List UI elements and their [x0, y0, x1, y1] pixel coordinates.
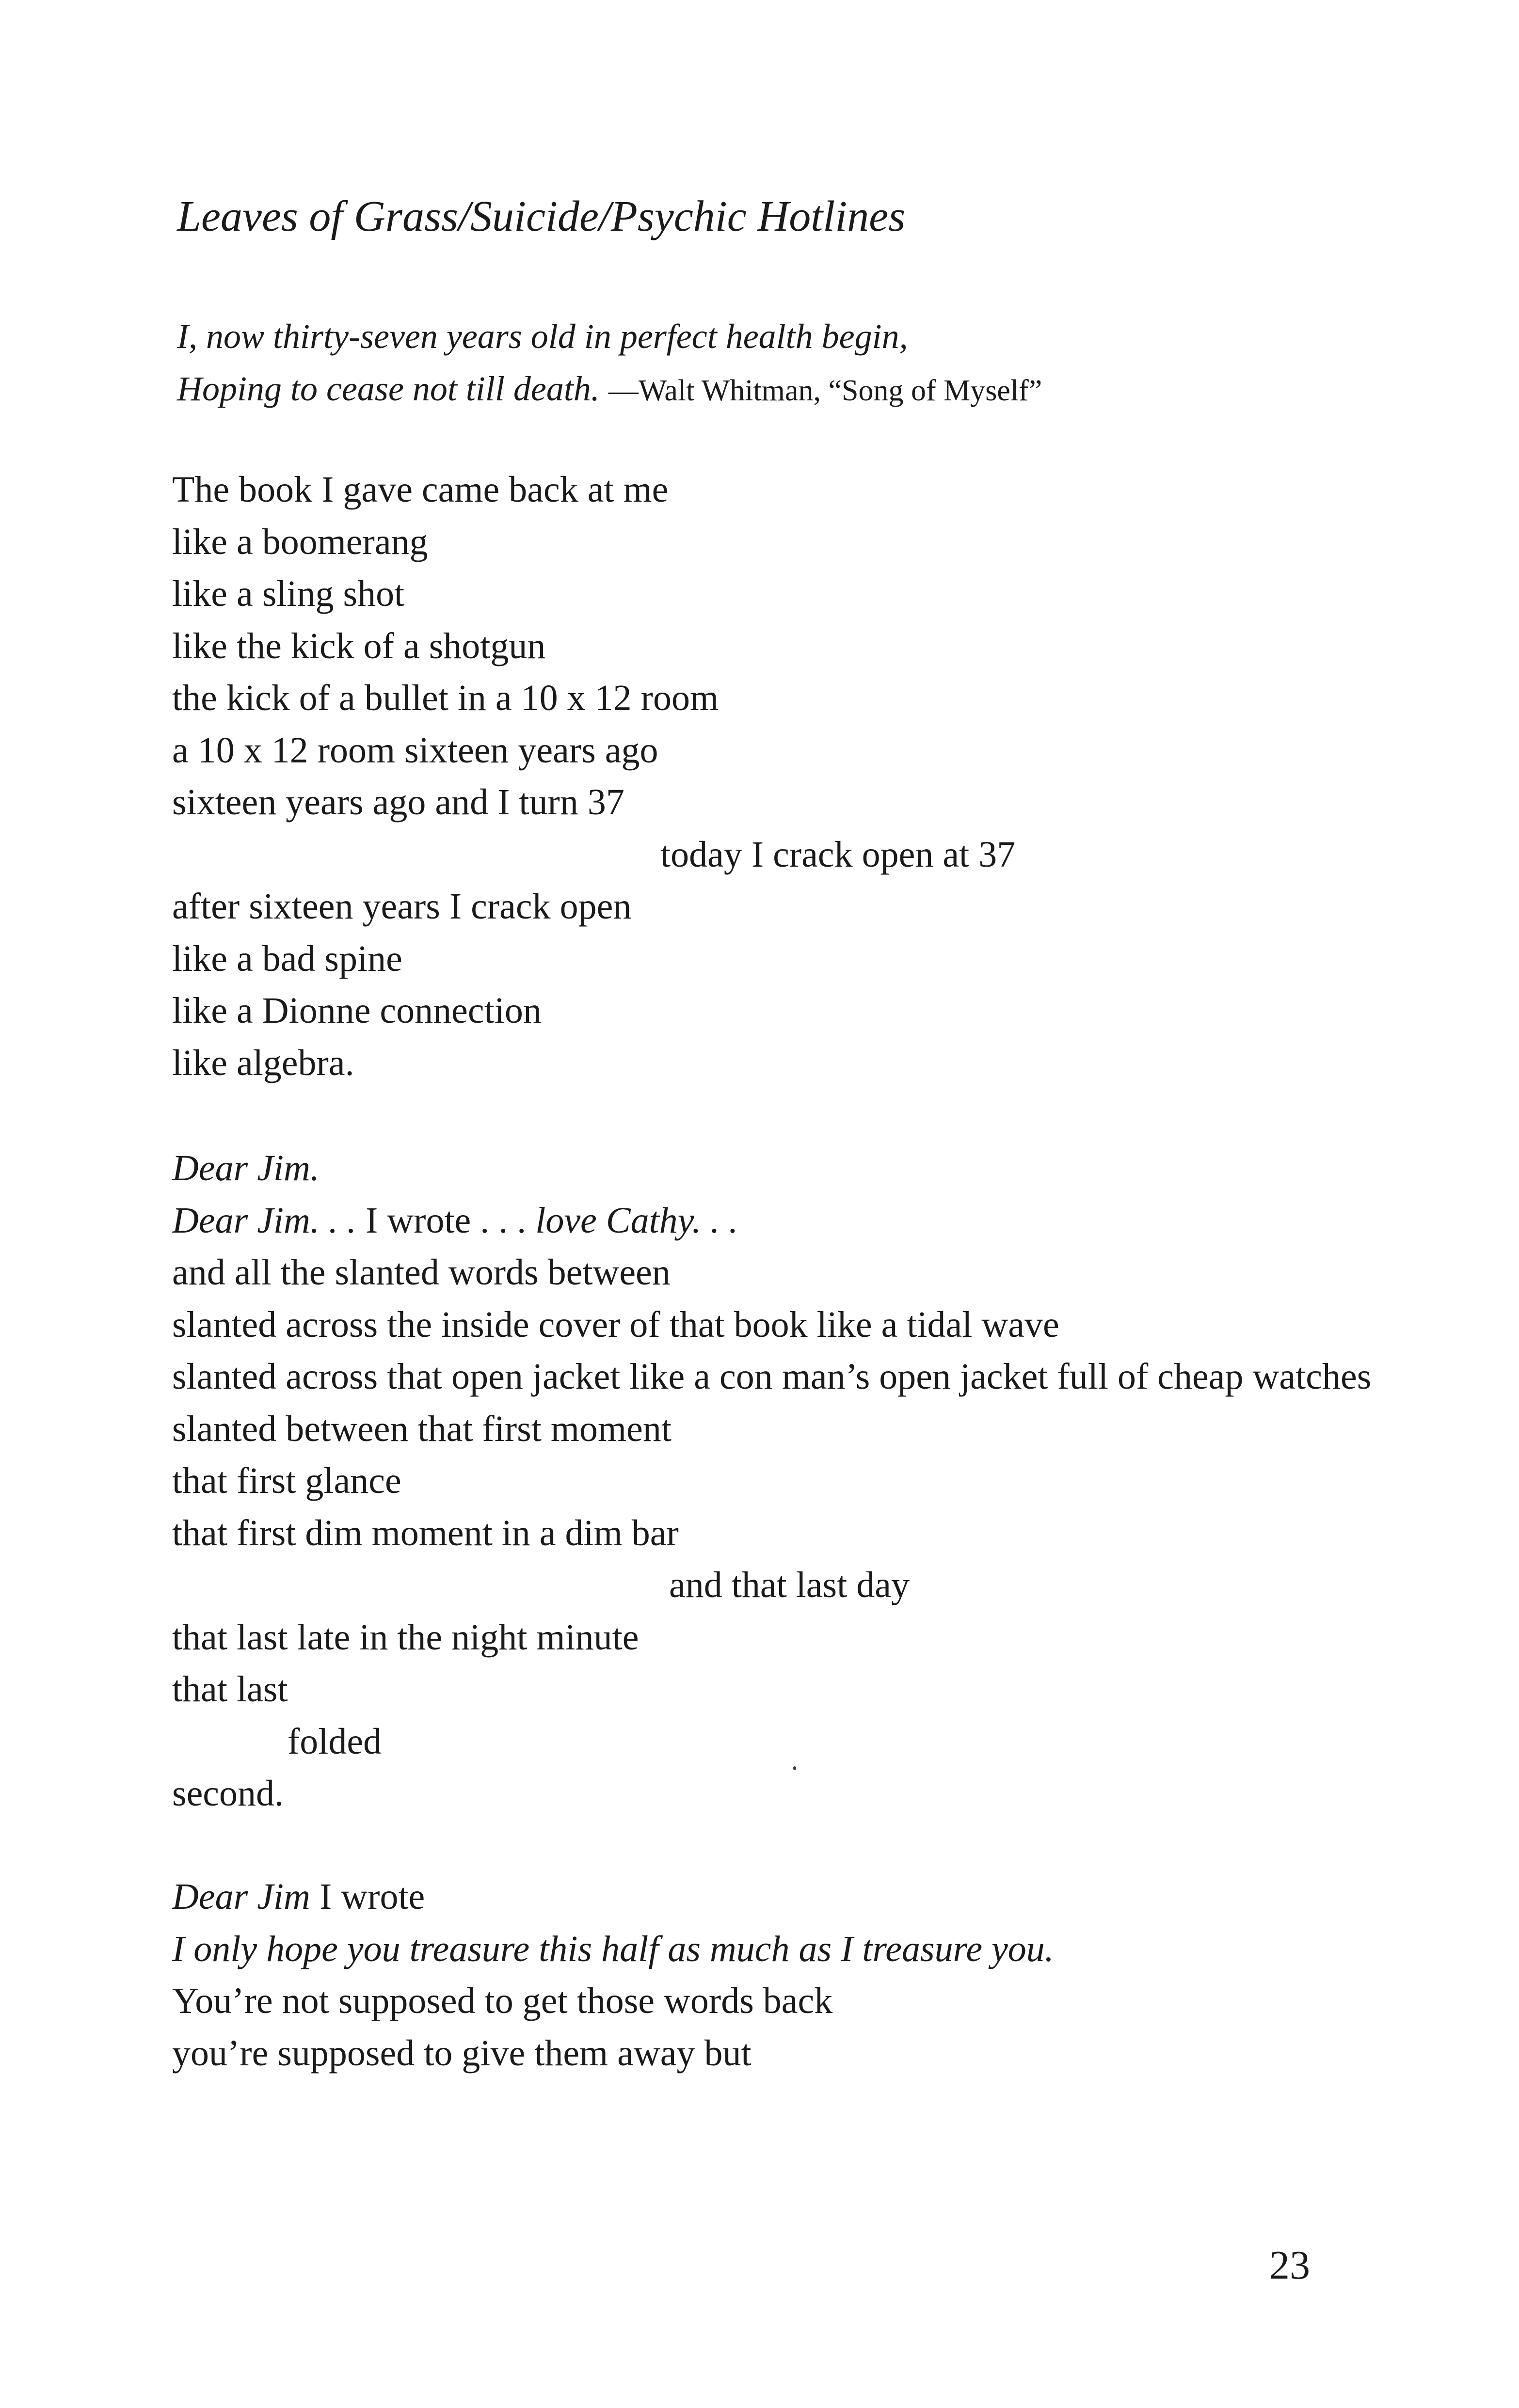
salutation: Dear Jim — [172, 1876, 310, 1917]
poem-line: and all the slanted words between — [172, 1252, 671, 1293]
poem-line: like a sling shot — [172, 573, 405, 614]
poem-line: like a bad spine — [172, 938, 402, 979]
poem-line: like the kick of a shotgun — [172, 625, 546, 666]
epigraph-line-2 — [177, 363, 1042, 417]
poem-line: second. — [172, 1773, 284, 1814]
i-wrote-text: I wrote . . . — [356, 1200, 536, 1241]
poem-line: you’re supposed to give them away but — [172, 2032, 752, 2074]
poem-line: after sixteen years I crack open — [172, 886, 632, 927]
poem-line: like a Dionne connection — [172, 990, 542, 1031]
inscription-line: I only hope you treasure this half as much as I treasure you. — [172, 1928, 1054, 1969]
signature-text: love Cathy. . . — [535, 1200, 738, 1241]
poem-line: sixteen years ago and I turn 37 — [172, 782, 624, 823]
stanza-2 — [172, 1142, 1371, 1820]
poem-line: that first glance — [172, 1460, 401, 1501]
poem-line: a 10 x 12 room sixteen years ago — [172, 729, 658, 771]
poem-line: The book I gave came back at me — [172, 469, 669, 510]
ink-speck — [793, 1766, 796, 1770]
epigraph-line-2-text: Hoping to cease not till death. — [177, 369, 600, 408]
poem-line-indented: and that last day — [669, 1565, 910, 1605]
poem-line: slanted between that first moment — [172, 1408, 672, 1449]
poem-line: like a boomerang — [172, 521, 428, 562]
epigraph-line-1: I, now thirty-seven years old in perfect health begin, — [177, 317, 908, 356]
poem-line — [172, 1195, 1371, 1247]
page-number: 23 — [1269, 2243, 1310, 2288]
poem-line-indented: folded — [288, 1721, 382, 1762]
i-wrote-text: I wrote — [310, 1876, 425, 1917]
poem-line — [172, 1871, 1054, 1923]
epigraph-attribution: —Walt Whitman, “Song of Myself” — [608, 374, 1042, 407]
salutation: Dear Jim. — [172, 1148, 320, 1188]
poem-line-indented: today I crack open at 37 — [660, 834, 1016, 875]
epigraph — [177, 310, 1042, 417]
poem-line: like algebra. — [172, 1042, 354, 1083]
poem-line: slanted across that open jacket like a con man’s open jacket full of cheap watches — [172, 1356, 1372, 1397]
poem-line: You’re not supposed to get those words back — [172, 1980, 833, 2021]
poem-line: that first dim moment in a dim bar — [172, 1512, 679, 1553]
poem-line: that last — [172, 1669, 288, 1710]
poem-title: Leaves of Grass/Suicide/Psychic Hotlines — [177, 192, 906, 240]
poem-line: that last late in the night minute — [172, 1616, 639, 1658]
stanza-3 — [172, 1871, 1054, 2079]
salutation-repeat: Dear Jim. . . — [172, 1200, 356, 1241]
poem-line: the kick of a bullet in a 10 x 12 room — [172, 678, 719, 718]
poem-line: slanted across the inside cover of that book like a tidal wave — [172, 1304, 1059, 1345]
stanza-1 — [172, 464, 1015, 1089]
